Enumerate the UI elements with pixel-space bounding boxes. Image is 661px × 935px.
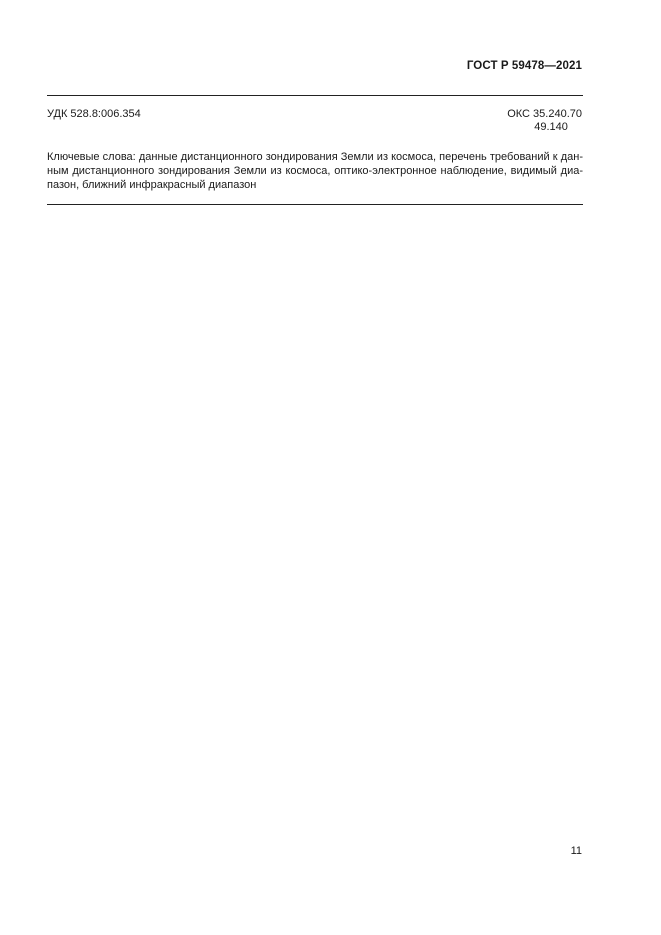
keywords-line-2: ным дистанционного зондирования Земли из космоса, оптико-электронное наблюдение, видимый диа- bbox=[47, 165, 583, 177]
udc-code: УДК 528.8:006.354 bbox=[47, 108, 141, 120]
bottom-divider bbox=[47, 204, 583, 205]
keywords-paragraph bbox=[47, 150, 583, 192]
keywords-line-1: Ключевые слова: данные дистанционного зондирования Земли из космоса, перечень требований к дан- bbox=[47, 151, 583, 163]
oks-code-secondary: 49.140 bbox=[534, 121, 568, 133]
oks-codes bbox=[507, 108, 582, 134]
top-divider bbox=[47, 95, 583, 96]
keywords-line-3: пазон, ближний инфракрасный диапазон bbox=[47, 179, 257, 191]
page-number: 11 bbox=[570, 845, 582, 857]
standard-number-header: ГОСТ Р 59478—2021 bbox=[466, 60, 582, 72]
oks-code-primary: ОКС 35.240.70 bbox=[507, 108, 582, 120]
